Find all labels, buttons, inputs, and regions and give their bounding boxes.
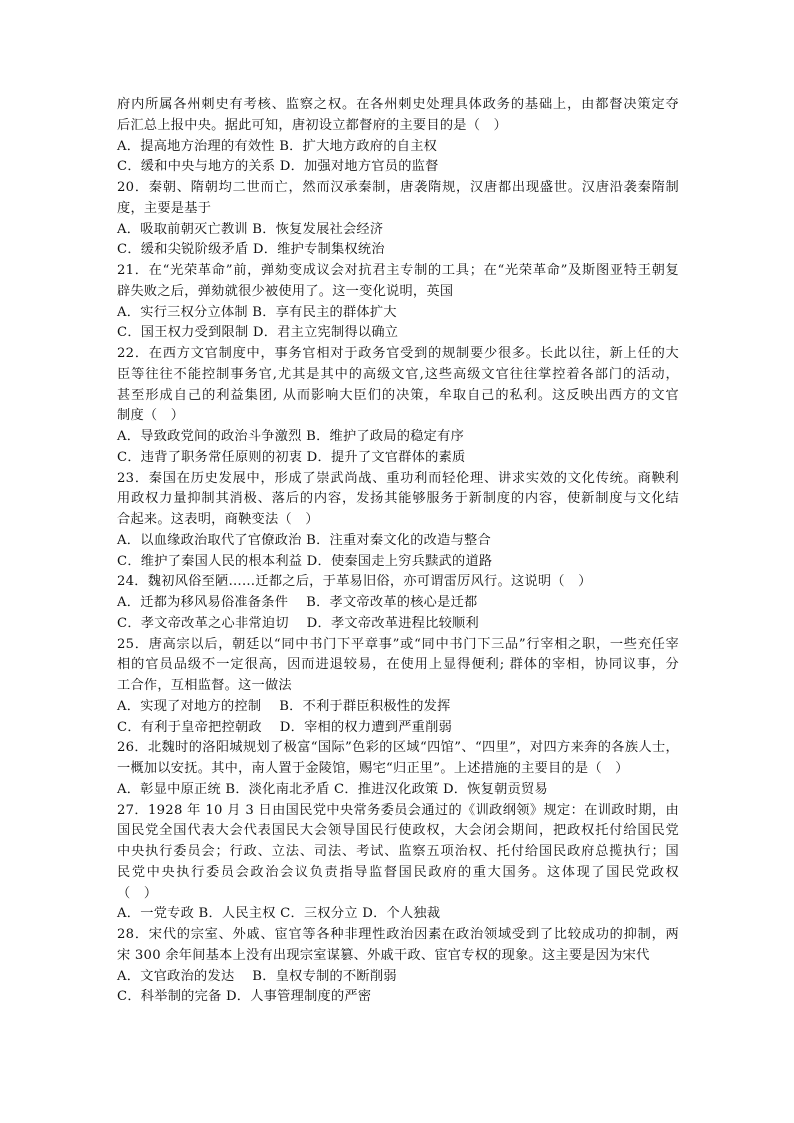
question-q22 [117,344,679,469]
question-q27 [117,801,679,926]
question-stem-line: 用政权力量抑制其消极、落后的内容，发扬其能够服务于新制度的内容，使新制度与文化结 [117,491,679,507]
question-stem-line: 工合作，互相监督。这一做法 [117,678,292,693]
question-stem-line: 28．宋代的宗室、外戚、宦官等各种非理性政治因素在政治领域受到了比较成功的抑制，两 [117,927,679,942]
question-q19_cont [117,95,679,178]
question-q20 [117,178,679,261]
answer-options-line: A．导致政党间的政治斗争激烈 B．维护了政局的稳定有序 [117,429,465,444]
question-stem-line: 甚至形成自己的利益集团, 从而影响大臣们的决策，牟取自己的私利。这反映出西方的文官 [117,387,679,403]
document-page [117,95,679,1008]
answer-options-line: A．一党专政 B．人民主权 C．三权分立 D．个人独裁 [117,906,441,922]
answer-options-line: A．彰显中原正统 B．淡化南北矛盾 C．推进汉化政策 D．恢复朝贡贸易 [117,781,548,797]
question-stem-line: 22．在西方文官制度中，事务官相对于政务官受到的规制要少很多。长此以往，新上任的大 [117,346,679,361]
answer-options-line: A．吸取前朝灭亡教训 B．恢复发展社会经济 [117,221,384,237]
question-stem-line: 宋 300 余年间基本上没有出现宗室谋篡、外戚干政、宦官专权的现象。这主要是因为宋代 [117,947,650,963]
question-stem-line: 25．唐高宗以后，朝廷以“同中书门下平章事”或“同中书门下三品”行宰相之职，一些充任宰 [117,636,679,652]
answer-options-line: A．文官政治的发达 B．皇权专制的不断削弱 [117,968,397,984]
question-q24 [117,572,679,634]
question-stem-line: 中央执行委员会；行政、立法、司法、考试、监察五项治权、托付给国民政府总揽执行；国 [117,844,679,859]
question-stem-line: 国民党全国代表大会代表国民大会领导国民行使政权，大会闭会期间，把政权托付给国民党 [117,823,679,839]
answer-options-line: A．提高地方治理的有效性 B．扩大地方政府的自主权 [117,138,438,154]
question-stem-line: 辟失败之后，弹劾就很少被使用了。这一变化说明，英国 [117,283,454,299]
question-q26 [117,738,679,800]
question-stem-line: 度，主要是基于 [117,200,212,216]
question-stem-line: 制度（ ） [117,408,185,424]
answer-options-line: A．实行三权分立体制 B．享有民主的群体扩大 [117,304,397,320]
answer-options-line: A．迁都为移风易俗准备条件 B．孝文帝改革的核心是迁都 [117,595,478,610]
question-q23 [117,469,679,573]
question-stem-line: 24．魏初风俗至陋……迁都之后，于革易旧俗，亦可谓雷厉风行。这说明（ ） [117,574,592,590]
question-stem-line: 民党中央执行委员会政治会议负责指导监督国民政府的重大国务。这体现了国民党政权 [117,864,679,880]
answer-options-line: C．维护了秦国人民的根本利益 D．使秦国走上穷兵黩武的道路 [117,553,493,569]
question-stem-line: 合起来。这表明，商鞅变法（ ） [117,512,319,527]
question-q25 [117,635,679,739]
question-q21 [117,261,679,344]
answer-options-line: C．孝文帝改革之心非常迫切 D．孝文帝改革进程比较顺利 [117,615,479,631]
question-stem-line: 相的官员品级不一定很高，因而进退较易，在使用上显得便利; 群体的宰相，协同议事，分 [117,657,679,673]
question-stem-line: 27．1928 年 10 月 3 日由国民党中央常务委员会通过的《训政纲领》规定：在训政时期，由 [117,802,679,818]
answer-options-line: A．实现了对地方的控制 B．不利于群臣积极性的发挥 [117,698,451,714]
question-stem-line: 府内所属各州刺史有考核、监察之权。在各州刺史处理具体政务的基础上，由都督决策定夺 [117,97,679,112]
question-stem-line: 后汇总上报中央。据此可知，唐初设立都督府的主要目的是（ ） [117,117,508,133]
answer-options-line: C．科举制的完备 D．人事管理制度的严密 [117,989,372,1005]
question-stem-line: 20．秦朝、隋朝均二世而亡，然而汉承秦制，唐袭隋规，汉唐都出现盛世。汉唐沿袭秦隋制 [117,180,679,195]
question-stem-line: 26．北魏时的洛阳城规划了极富“国际”色彩的区域“四馆”、“四里”，对四方来奔的各族人士， [117,740,679,756]
question-stem-line: 臣等往往不能控制事务官,尤其是其中的高级文官,这些高级文官往往掌控着各部门的活动， [117,366,679,382]
question-stem-line: （ ） [117,885,158,901]
question-stem-line: 21．在“光荣革命”前，弹劾变成议会对抗君主专制的工具；在“光荣革命”及斯图亚特王朝复 [117,263,679,278]
question-stem-line: 一概加以安抚。其中，南人置于金陵馆，赐宅“归正里”。上述措施的主要目的是（ ） [117,761,629,776]
question-stem-line: 23．秦国在历史发展中，形成了崇武尚战、重功利而轻伦理、讲求实效的文化传统。商鞅利 [117,470,679,486]
answer-options-line: A．以血缘政治取代了官僚政治 B．注重对秦文化的改造与整合 [117,532,491,548]
answer-options-line: C．违背了职务常任原则的初衷 D．提升了文官群体的素质 [117,449,466,465]
answer-options-line: C．有利于皇帝把控朝政 D．宰相的权力遭到严重削弱 [117,719,453,735]
answer-options-line: C．国王权力受到限制 D．君主立宪制得以确立 [117,325,399,341]
question-q28 [117,925,679,1008]
answer-options-line: C．缓和中央与地方的关系 D．加强对地方官员的监督 [117,159,439,175]
answer-options-line: C．缓和尖锐阶级矛盾 D．维护专制集权统治 [117,242,385,258]
